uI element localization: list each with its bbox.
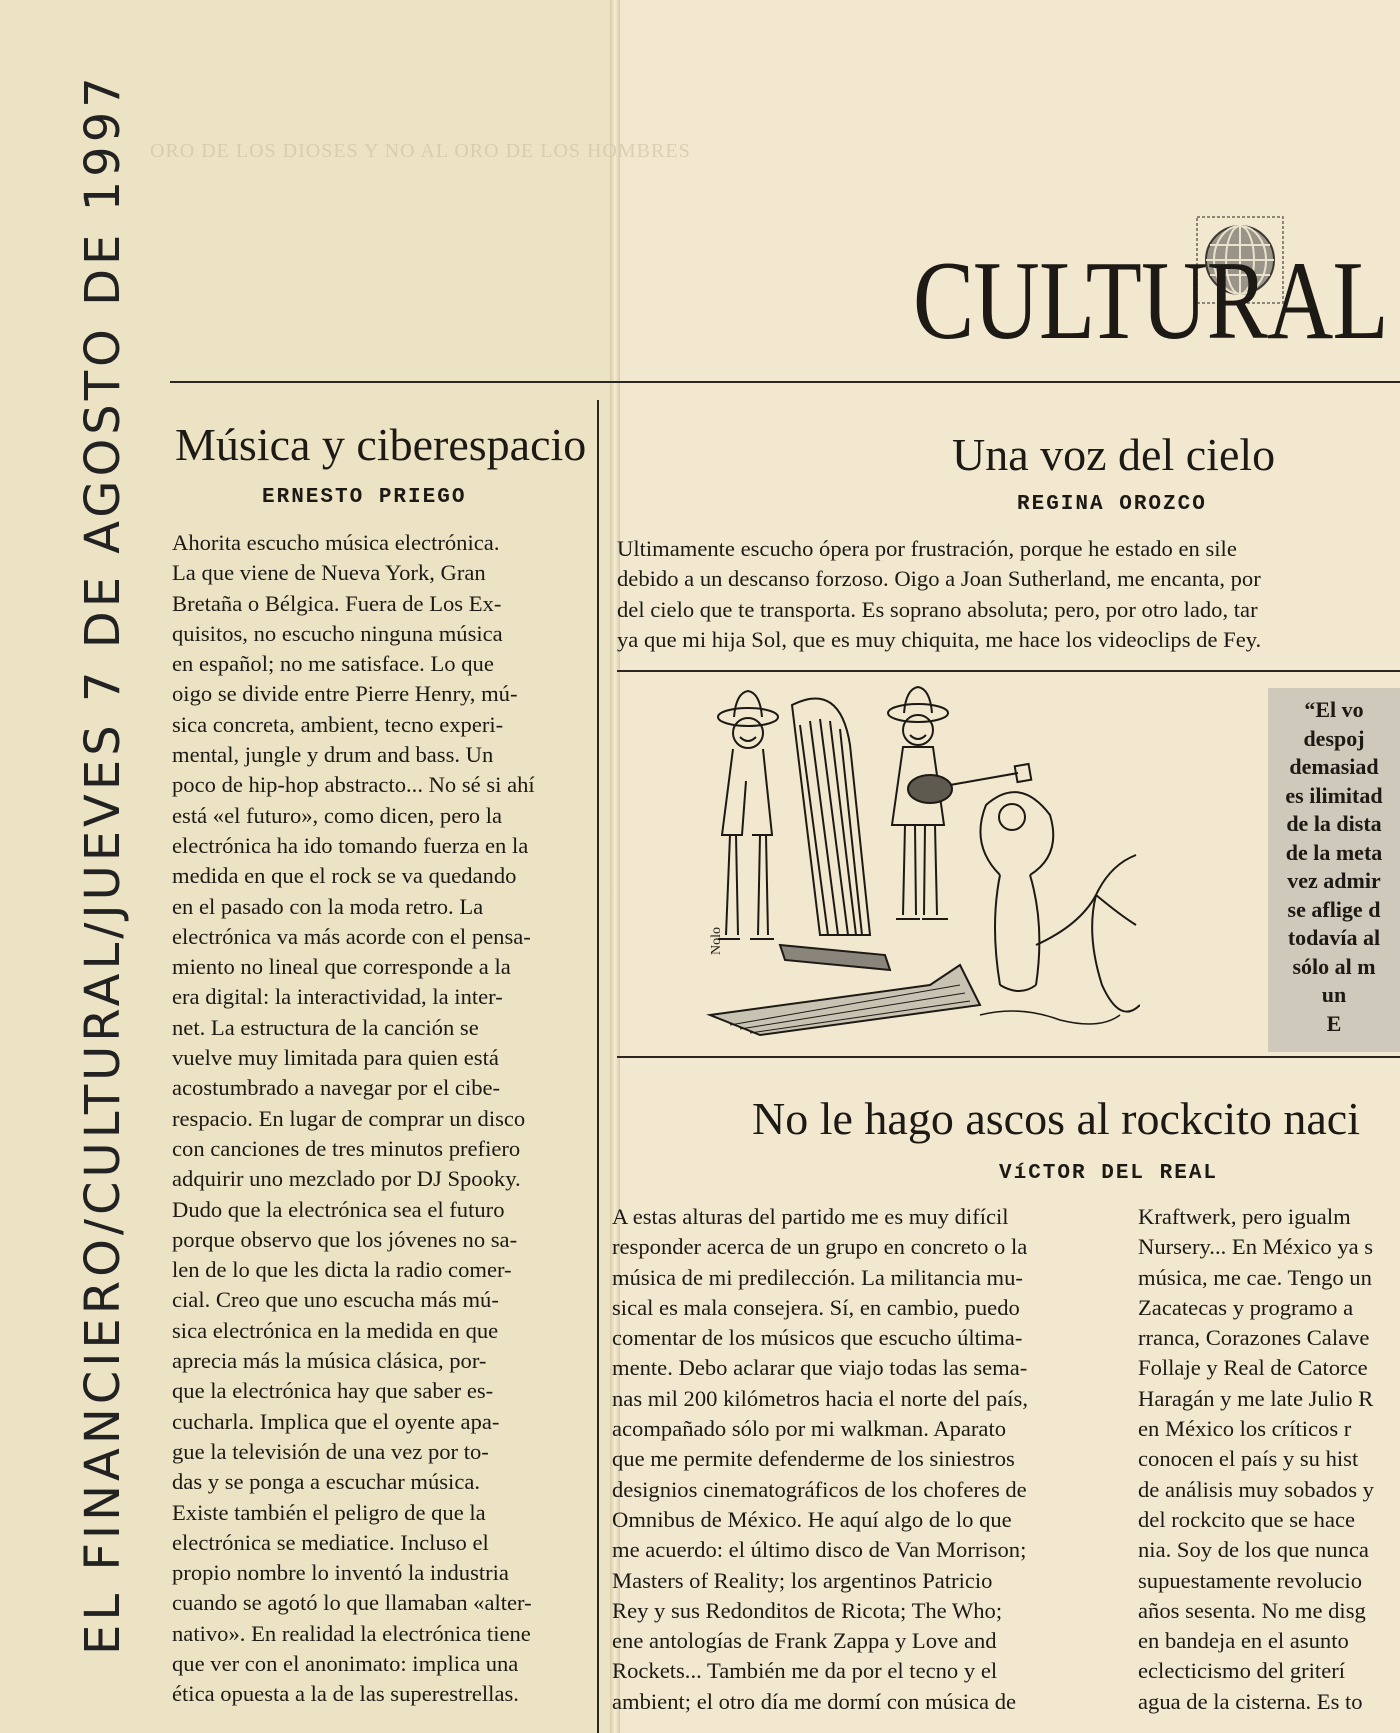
text-line: está «el futuro», como dicen, pero la [172,802,503,828]
text-line: agua de la cisterna. Es to [1138,1688,1363,1714]
text-line: designios cinematográficos de los choferes de [612,1476,1027,1502]
text-line: electrónica va más acorde con el pensa- [172,923,531,949]
text-line: Rockets... También me da por el tecno y el [612,1658,998,1684]
text-line: comentar de los músicos que escucho última- [612,1325,1023,1351]
text-line: Haragán y me late Julio R [1138,1385,1374,1411]
text-line: Dudo que la electrónica sea el futuro [172,1196,505,1222]
text-line: responder acerca de un grupo en concreto o la [612,1234,1028,1260]
text-line: me acuerdo: el último disco de Van Morrison; [612,1537,1027,1563]
text-line: len de lo que les dicta la radio comer- [172,1257,512,1283]
text-line: que me permite defenderme de los siniestros [612,1446,1015,1472]
text-line: medida en que el rock se va quedando [172,863,517,889]
article-title-voz: Una voz del cielo [952,429,1276,480]
article-body-voz [617,534,1400,655]
text-line: respacio. En lugar de comprar un disco [172,1105,526,1131]
text-line: años sesenta. No me disg [1138,1597,1366,1623]
text-line: electrónica ha ido tomando fuerza en la [172,832,529,858]
text-line: eclecticismo del griterí [1138,1658,1346,1684]
text-line: aprecia más la música clásica, por- [172,1348,487,1374]
text-line: rranca, Corazones Calave [1138,1325,1370,1351]
illustration-rule [617,1056,1400,1058]
section-title: CULTURAL [913,239,1388,363]
text-line: del rockcito que se hace [1138,1506,1356,1532]
column-divider [597,400,599,1733]
article-body-rockcito-col2 [1138,1202,1400,1717]
text-line: acompañado sólo por mi walkman. Aparato [612,1416,1007,1442]
text-line: que ver con el anonimato: implica una [172,1650,519,1676]
text-line: miento no lineal que corresponde a la [172,954,511,980]
text-line: debido a un descanso forzoso. Oigo a Joan Sutherland, me encanta, por [617,566,1261,592]
text-line: conocen el país y su hist [1138,1446,1359,1472]
illustrator-signature: Nolo [709,927,724,955]
text-line: supuestamente revolucio [1138,1567,1362,1593]
pull-quote-text: “El vo despoj demasiad es ilimitad de la dista de la meta vez admir se aflige d todavía al sólo al m un E [1285,697,1383,1036]
handwritten-date-note: EL FINANCIERO/CULTURAL/JUEVES 7 DE AGOSTO DE 1997 [75,73,131,1655]
text-line: ambient; el otro día me dormí con música de [612,1688,1017,1714]
article-title-musica: Música y ciberespacio [175,419,587,470]
bleed-through-heading: ORO DE LOS DIOSES Y NO AL ORO DE LOS HOMBRES [150,140,691,162]
header-rule [170,381,1400,383]
text-line: en bandeja en el asunto [1138,1628,1349,1654]
text-line: Follaje y Real de Catorce [1138,1355,1368,1381]
text-line: Kraftwerk, pero igualm [1138,1204,1351,1229]
text-line: Rey y sus Redonditos de Ricota; The Who; [612,1597,1003,1623]
text-line: sica concreta, ambient, tecno experi- [172,711,504,737]
text-line: das y se ponga a escuchar música. [172,1469,481,1495]
text-line: porque observo que los jóvenes no sa- [172,1226,518,1252]
text-line: de análisis muy sobados y [1138,1476,1374,1502]
text-line: Nursery... En México ya s [1138,1234,1374,1260]
byline-priego: ERNESTO PRIEGO [262,486,467,509]
mariachi-mermaid-illustration [700,685,1140,1045]
text-line: sica electrónica en la medida en que [172,1317,499,1343]
text-line: oigo se divide entre Pierre Henry, mú- [172,681,518,707]
text-line: electrónica se mediatice. Incluso el [172,1529,489,1555]
text-line: Masters of Reality; los argentinos Patricio [612,1567,993,1593]
text-line: mente. Debo aclarar que viajo todas las sema- [612,1355,1028,1381]
text-line: nas mil 200 kilómetros hacia el norte del país, [612,1385,1028,1411]
text-line: nativo». En realidad la electrónica tiene [172,1620,531,1646]
text-line: en español; no me satisface. Lo que [172,651,494,677]
text-line: Existe también el peligro de que la [172,1499,486,1525]
text-line: mental, jungle y drum and bass. Un [172,742,494,768]
text-line: con canciones de tres minutos prefiero [172,1135,521,1161]
text-line: propio nombre lo inventó la industria [172,1560,509,1586]
text-line: Zacatecas y programo a [1138,1294,1354,1320]
text-line: en el pasado con la moda retro. La [172,893,484,919]
text-line: cucharla. Implica que el oyente apa- [172,1408,500,1434]
text-line: del cielo que te transporta. Es soprano absoluta; pero, por otro lado, tar [617,596,1258,622]
intro-rule [617,670,1400,672]
text-line: acostumbrado a navegar por el cibe- [172,1075,501,1101]
text-line: nia. Soy de los que nunca [1138,1537,1369,1563]
byline-del-real: VíCTOR DEL REAL [999,1162,1219,1185]
text-line: La que viene de Nueva York, Gran [172,560,486,586]
byline-orozco: REGINA OROZCO [1017,493,1207,516]
text-line: Omnibus de México. He aquí algo de lo que [612,1506,1012,1532]
text-line: gue la televisión de una vez por to- [172,1438,489,1464]
article-body-musica [172,528,582,1710]
article-title-rockcito: No le hago ascos al rockcito naci [752,1093,1360,1144]
text-line: Ahorita escucho música electrónica. [172,530,500,555]
text-line: vuelve muy limitada para quien está [172,1045,499,1071]
text-line: A estas alturas del partido me es muy difícil [612,1204,1009,1229]
text-line: era digital: la interactividad, la inter- [172,984,503,1010]
text-line: adquirir uno mezclado por DJ Spooky. [172,1166,521,1192]
text-line: música, me cae. Tengo un [1138,1264,1372,1290]
text-line: ene antologías de Frank Zappa y Love and [612,1628,997,1654]
text-line: poco de hip-hop abstracto... No sé si ahí [172,772,535,798]
text-line: que la electrónica hay que saber es- [172,1378,494,1404]
text-line: sical es mala consejera. Sí, en cambio, puedo [612,1294,1020,1320]
text-line: Bretaña o Bélgica. Fuera de Los Ex- [172,590,502,616]
text-line: en México los críticos r [1138,1416,1352,1442]
text-line: cial. Creo que uno escucha más mú- [172,1287,499,1313]
text-line: cuando se agotó lo que llamaban «alter- [172,1590,532,1616]
text-line: música de mi predilección. La militancia mu- [612,1264,1023,1290]
text-line: quisitos, no escucho ninguna música [172,620,503,646]
text-line: ya que mi hija Sol, que es muy chiquita, me hace los videoclips de Fey. [617,626,1262,652]
text-line: net. La estructura de la canción se [172,1014,479,1040]
text-line: Ultimamente escucho ópera por frustración, porque he estado en sile [617,536,1237,561]
article-body-rockcito-col1 [612,1202,1104,1717]
text-line: ética opuesta a la de las superestrellas. [172,1681,519,1707]
